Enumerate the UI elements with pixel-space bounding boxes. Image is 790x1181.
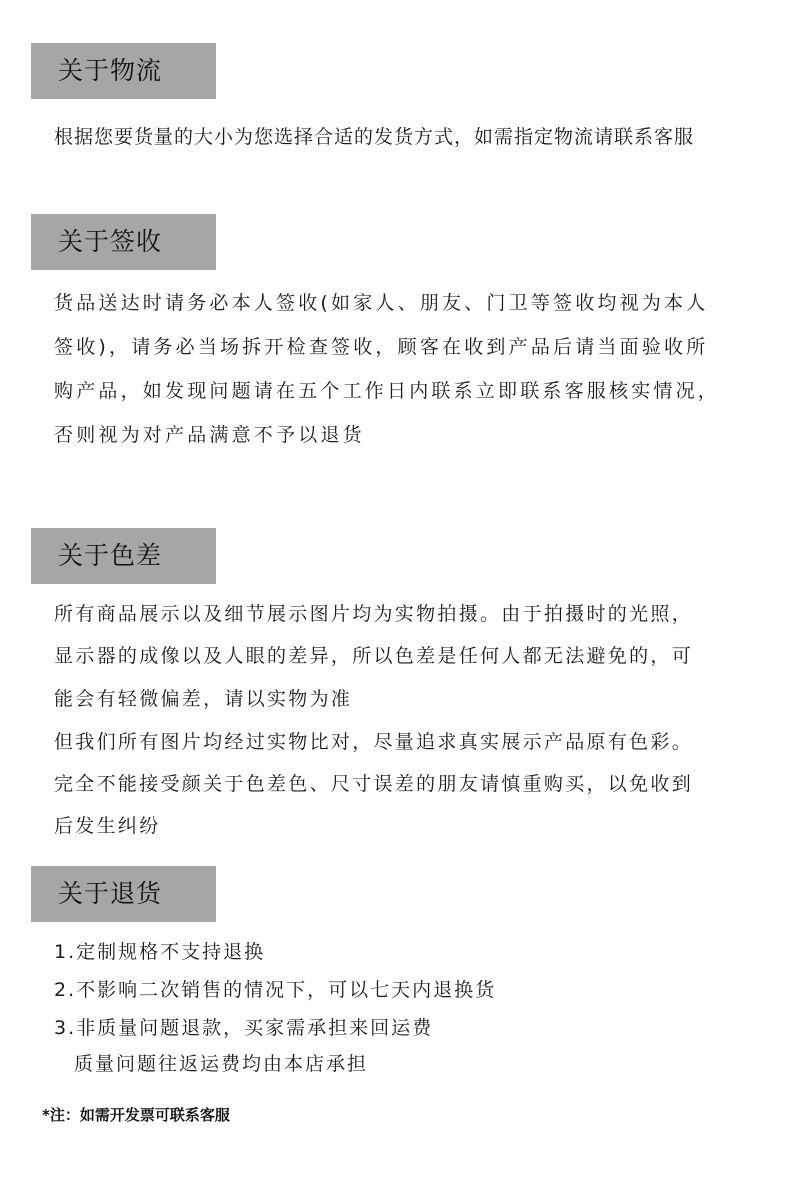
return-policy-item: 1.定制规格不支持退换	[54, 941, 266, 963]
section-text-line: 显示器的成像以及人眼的差异，所以色差是任何人都无法避免的，可	[54, 645, 694, 667]
section-text-line: 但我们所有图片均经过实物比对，尽量追求真实展示产品原有色彩。	[54, 731, 694, 753]
section-heading-color-difference: 关于色差	[31, 528, 216, 584]
section-heading-logistics: 关于物流	[31, 43, 216, 99]
section-heading-returns: 关于退货	[31, 866, 216, 922]
section-text-line: 签收)，请务必当场拆开检查签收，顾客在收到产品后请当面验收所	[54, 336, 709, 358]
section-text-line: 完全不能接受颜关于色差色、尺寸误差的朋友请慎重购买，以免收到	[54, 773, 694, 795]
invoice-note: *注：如需开发票可联系客服	[42, 1106, 230, 1124]
section-text-line: 能会有轻微偏差，请以实物为准	[54, 688, 353, 710]
section-text-line: 后发生纠纷	[54, 815, 161, 837]
section-text-line: 根据您要货量的大小为您选择合适的发货方式，如需指定物流请联系客服	[54, 126, 695, 148]
section-heading-signing: 关于签收	[31, 214, 216, 270]
return-policy-item-continued: 质量问题往返运费均由本店承担	[74, 1053, 369, 1075]
section-text-line: 所有商品展示以及细节展示图片均为实物拍摄。由于拍摄时的光照，	[54, 603, 694, 625]
return-policy-item: 2.不影响二次销售的情况下，可以七天内退换货	[54, 979, 497, 1001]
section-text-line: 购产品，如发现问题请在五个工作日内联系立即联系客服核实情况，	[54, 380, 721, 402]
return-policy-item: 3.非质量问题退款，买家需承担来回运费	[54, 1017, 434, 1039]
section-text-line: 否则视为对产品满意不予以退货	[54, 424, 365, 446]
section-text-line: 货品送达时请务必本人签收(如家人、朋友、门卫等签收均视为本人	[54, 292, 709, 314]
